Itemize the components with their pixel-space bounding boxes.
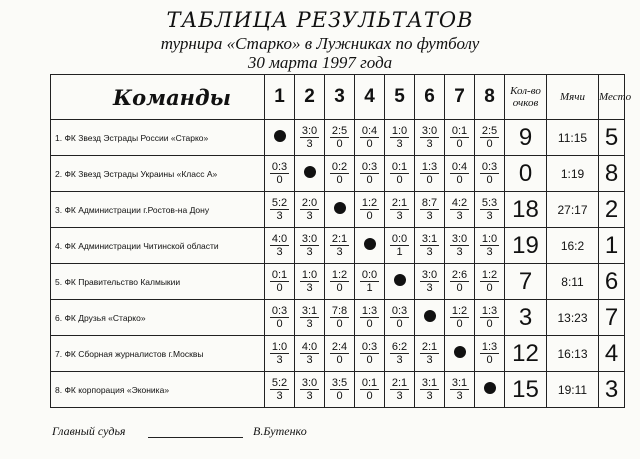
match-points: 3 — [336, 246, 343, 258]
match-result-cell — [415, 156, 445, 192]
match-points: 1 — [366, 282, 373, 294]
team-name: 7. ФК Сборная журналистов г.Москвы — [51, 336, 265, 372]
col-2-header: 2 — [295, 75, 325, 120]
match-result-cell — [475, 300, 505, 336]
match-result-cell — [265, 192, 295, 228]
points-cell: 3 — [505, 300, 547, 336]
match-score: 8:7 — [421, 197, 438, 209]
self-match-cell — [295, 156, 325, 192]
page-title: ТАБЛИЦА РЕЗУЛЬТАТОВ — [166, 8, 474, 32]
match-result-cell — [325, 372, 355, 408]
match-result-cell — [475, 336, 505, 372]
col-1-header: 1 — [265, 75, 295, 120]
match-score: 0:3 — [361, 341, 378, 353]
match-score: 0:3 — [271, 305, 288, 317]
team-name: 3. ФК Администрации г.Ростов-на Дону — [51, 192, 265, 228]
match-result-cell — [295, 336, 325, 372]
team-name: 6. ФК Друзья «Старко» — [51, 300, 265, 336]
match-result-cell — [475, 264, 505, 300]
match-result-cell — [445, 372, 475, 408]
match-result-cell — [385, 228, 415, 264]
match-points: 3 — [276, 246, 283, 258]
match-points: 0 — [276, 318, 283, 330]
match-score: 1:3 — [421, 161, 438, 173]
points-cell: 19 — [505, 228, 547, 264]
team-name: 8. ФК корпорация «Эконика» — [51, 372, 265, 408]
goals-cell: 19:11 — [547, 372, 599, 408]
match-result-cell — [325, 228, 355, 264]
self-match-cell — [325, 192, 355, 228]
dot-icon — [364, 238, 376, 250]
table-row — [51, 156, 625, 192]
match-points: 0 — [366, 210, 373, 222]
match-score: 1:0 — [481, 233, 498, 245]
match-score: 5:3 — [481, 197, 498, 209]
match-result-cell — [445, 264, 475, 300]
match-score: 2:5 — [331, 125, 348, 137]
match-points: 3 — [306, 246, 313, 258]
match-points: 3 — [456, 210, 463, 222]
match-result-cell — [445, 192, 475, 228]
match-score: 0:0 — [391, 233, 408, 245]
match-points: 3 — [306, 390, 313, 402]
match-result-cell — [355, 156, 385, 192]
match-result-cell — [295, 228, 325, 264]
match-points: 0 — [276, 174, 283, 186]
match-points: 3 — [276, 210, 283, 222]
match-result-cell — [325, 336, 355, 372]
match-points: 0 — [486, 282, 493, 294]
match-score: 1:0 — [391, 125, 408, 137]
points-cell: 18 — [505, 192, 547, 228]
dot-icon — [424, 310, 436, 322]
self-match-cell — [445, 336, 475, 372]
match-score: 1:2 — [481, 269, 498, 281]
match-points: 0 — [396, 318, 403, 330]
match-score: 0:1 — [391, 161, 408, 173]
match-score: 2:1 — [391, 377, 408, 389]
col-6-header: 6 — [415, 75, 445, 120]
match-result-cell — [445, 120, 475, 156]
match-result-cell — [355, 300, 385, 336]
match-result-cell — [265, 264, 295, 300]
match-points: 0 — [366, 390, 373, 402]
match-points: 3 — [306, 210, 313, 222]
dot-icon — [304, 166, 316, 178]
match-result-cell — [475, 156, 505, 192]
match-result-cell — [355, 336, 385, 372]
match-points: 0 — [486, 354, 493, 366]
match-score: 1:0 — [301, 269, 318, 281]
goals-cell: 27:17 — [547, 192, 599, 228]
col-4-header: 4 — [355, 75, 385, 120]
match-result-cell — [475, 120, 505, 156]
match-result-cell — [355, 192, 385, 228]
match-result-cell — [265, 156, 295, 192]
match-points: 0 — [456, 318, 463, 330]
match-score: 3:0 — [421, 125, 438, 137]
match-score: 3:5 — [331, 377, 348, 389]
points-cell: 7 — [505, 264, 547, 300]
match-points: 0 — [276, 282, 283, 294]
match-points: 0 — [366, 174, 373, 186]
match-result-cell — [415, 336, 445, 372]
match-points: 0 — [456, 282, 463, 294]
dot-icon — [274, 130, 286, 142]
match-score: 0:0 — [361, 269, 378, 281]
match-score: 1:3 — [481, 341, 498, 353]
goals-cell: 1:19 — [547, 156, 599, 192]
match-points: 0 — [366, 138, 373, 150]
dot-icon — [454, 346, 466, 358]
match-score: 1:0 — [271, 341, 288, 353]
match-result-cell — [325, 300, 355, 336]
self-match-cell — [475, 372, 505, 408]
match-result-cell — [355, 120, 385, 156]
match-points: 3 — [486, 246, 493, 258]
match-score: 0:3 — [481, 161, 498, 173]
goals-cell: 8:11 — [547, 264, 599, 300]
place-cell: 6 — [599, 264, 625, 300]
match-result-cell — [475, 228, 505, 264]
match-score: 4:0 — [271, 233, 288, 245]
match-result-cell — [415, 228, 445, 264]
date: 30 марта 1997 года — [247, 53, 393, 72]
subtitle: турнира «Старко» в Лужниках по футболу — [160, 34, 480, 53]
judge-name: В.Бутенко — [253, 424, 307, 438]
match-points: 3 — [396, 354, 403, 366]
match-points: 3 — [396, 138, 403, 150]
match-result-cell — [385, 300, 415, 336]
match-points: 3 — [456, 246, 463, 258]
self-match-cell — [355, 228, 385, 264]
judge-label: Главный судья — [52, 424, 126, 438]
match-score: 1:2 — [331, 269, 348, 281]
col-8-header: 8 — [475, 75, 505, 120]
match-score: 7:8 — [331, 305, 348, 317]
match-score: 2:0 — [301, 197, 318, 209]
match-score: 0:3 — [391, 305, 408, 317]
table-row — [51, 336, 625, 372]
match-score: 2:1 — [421, 341, 438, 353]
match-points: 0 — [366, 354, 373, 366]
match-score: 0:4 — [361, 125, 378, 137]
header-row — [51, 75, 625, 120]
match-result-cell — [295, 264, 325, 300]
match-points: 3 — [426, 246, 433, 258]
match-points: 3 — [306, 138, 313, 150]
self-match-cell — [265, 120, 295, 156]
place-cell: 2 — [599, 192, 625, 228]
match-result-cell — [295, 300, 325, 336]
place-cell: 5 — [599, 120, 625, 156]
signature-line — [148, 437, 243, 438]
match-result-cell — [415, 264, 445, 300]
goals-cell: 13:23 — [547, 300, 599, 336]
points-header: Кол-во очков — [505, 75, 547, 120]
match-result-cell — [385, 156, 415, 192]
match-score: 3:0 — [421, 269, 438, 281]
match-score: 3:0 — [301, 125, 318, 137]
match-result-cell — [265, 372, 295, 408]
match-score: 0:1 — [361, 377, 378, 389]
self-match-cell — [385, 264, 415, 300]
match-score: 6:2 — [391, 341, 408, 353]
table-row — [51, 228, 625, 264]
match-score: 2:4 — [331, 341, 348, 353]
match-points: 0 — [426, 174, 433, 186]
match-score: 2:1 — [331, 233, 348, 245]
match-result-cell — [295, 372, 325, 408]
table-row — [51, 372, 625, 408]
match-points: 3 — [306, 354, 313, 366]
match-points: 1 — [396, 246, 403, 258]
match-score: 1:2 — [361, 197, 378, 209]
col-5-header: 5 — [385, 75, 415, 120]
goals-header: Мячи — [547, 75, 599, 120]
match-points: 0 — [336, 282, 343, 294]
results-table — [50, 74, 632, 408]
match-points: 3 — [486, 210, 493, 222]
match-result-cell — [265, 300, 295, 336]
match-score: 3:0 — [301, 233, 318, 245]
match-result-cell — [355, 372, 385, 408]
dot-icon — [394, 274, 406, 286]
col-3-header: 3 — [325, 75, 355, 120]
dot-icon — [484, 382, 496, 394]
match-score: 0:1 — [451, 125, 468, 137]
match-result-cell — [325, 264, 355, 300]
place-cell: 7 — [599, 300, 625, 336]
teams-header: Команды — [51, 75, 265, 120]
match-result-cell — [385, 372, 415, 408]
match-result-cell — [325, 156, 355, 192]
match-result-cell — [445, 228, 475, 264]
match-score: 0:1 — [271, 269, 288, 281]
match-result-cell — [415, 120, 445, 156]
goals-cell: 16:2 — [547, 228, 599, 264]
dot-icon — [334, 202, 346, 214]
match-score: 0:4 — [451, 161, 468, 173]
match-points: 0 — [336, 390, 343, 402]
match-points: 3 — [426, 138, 433, 150]
place-header: Место — [599, 75, 625, 120]
match-score: 1:3 — [481, 305, 498, 317]
match-points: 0 — [486, 318, 493, 330]
match-result-cell — [295, 120, 325, 156]
table-row — [51, 120, 625, 156]
match-points: 3 — [306, 282, 313, 294]
match-result-cell — [325, 120, 355, 156]
team-name: 5. ФК Правительство Калмыкии — [51, 264, 265, 300]
match-points: 3 — [426, 354, 433, 366]
goals-cell: 11:15 — [547, 120, 599, 156]
match-result-cell — [415, 192, 445, 228]
match-points: 0 — [336, 174, 343, 186]
goals-cell: 16:13 — [547, 336, 599, 372]
match-score: 0:2 — [331, 161, 348, 173]
table-row — [51, 192, 625, 228]
col-7-header: 7 — [445, 75, 475, 120]
match-score: 5:2 — [271, 197, 288, 209]
match-result-cell — [385, 120, 415, 156]
match-score: 3:1 — [421, 233, 438, 245]
points-cell: 12 — [505, 336, 547, 372]
match-points: 0 — [336, 354, 343, 366]
match-result-cell — [445, 156, 475, 192]
match-points: 3 — [276, 390, 283, 402]
match-score: 3:1 — [301, 305, 318, 317]
match-score: 2:1 — [391, 197, 408, 209]
match-result-cell — [385, 336, 415, 372]
match-points: 3 — [426, 210, 433, 222]
match-result-cell — [475, 192, 505, 228]
table-row — [51, 300, 625, 336]
match-points: 0 — [366, 318, 373, 330]
self-match-cell — [415, 300, 445, 336]
match-result-cell — [445, 300, 475, 336]
match-score: 3:0 — [301, 377, 318, 389]
match-score: 4:0 — [301, 341, 318, 353]
match-points: 3 — [396, 210, 403, 222]
match-points: 3 — [456, 390, 463, 402]
place-cell: 1 — [599, 228, 625, 264]
table-row — [51, 264, 625, 300]
match-points: 3 — [396, 390, 403, 402]
match-score: 0:3 — [271, 161, 288, 173]
match-score: 0:3 — [361, 161, 378, 173]
team-name: 4. ФК Администрации Читинской области — [51, 228, 265, 264]
match-points: 0 — [336, 138, 343, 150]
match-score: 1:3 — [361, 305, 378, 317]
match-points: 0 — [396, 174, 403, 186]
match-score: 3:1 — [451, 377, 468, 389]
team-name: 1. ФК Звезд Эстрады России «Старко» — [51, 120, 265, 156]
match-score: 3:1 — [421, 377, 438, 389]
points-cell: 15 — [505, 372, 547, 408]
points-cell: 0 — [505, 156, 547, 192]
match-score: 3:0 — [451, 233, 468, 245]
match-points: 0 — [336, 318, 343, 330]
match-result-cell — [265, 336, 295, 372]
match-score: 1:2 — [451, 305, 468, 317]
match-points: 0 — [486, 174, 493, 186]
place-cell: 8 — [599, 156, 625, 192]
match-score: 4:2 — [451, 197, 468, 209]
points-cell: 9 — [505, 120, 547, 156]
match-points: 0 — [456, 138, 463, 150]
match-score: 5:2 — [271, 377, 288, 389]
match-points: 3 — [276, 354, 283, 366]
match-points: 0 — [486, 138, 493, 150]
match-points: 3 — [426, 282, 433, 294]
match-points: 3 — [306, 318, 313, 330]
match-points: 3 — [426, 390, 433, 402]
team-name: 2. ФК Звезд Эстрады Украины «Класс А» — [51, 156, 265, 192]
match-result-cell — [385, 192, 415, 228]
match-result-cell — [355, 264, 385, 300]
place-cell: 3 — [599, 372, 625, 408]
match-score: 2:5 — [481, 125, 498, 137]
place-cell: 4 — [599, 336, 625, 372]
match-result-cell — [265, 228, 295, 264]
match-result-cell — [295, 192, 325, 228]
match-points: 0 — [456, 174, 463, 186]
match-result-cell — [415, 372, 445, 408]
match-score: 2:6 — [451, 269, 468, 281]
